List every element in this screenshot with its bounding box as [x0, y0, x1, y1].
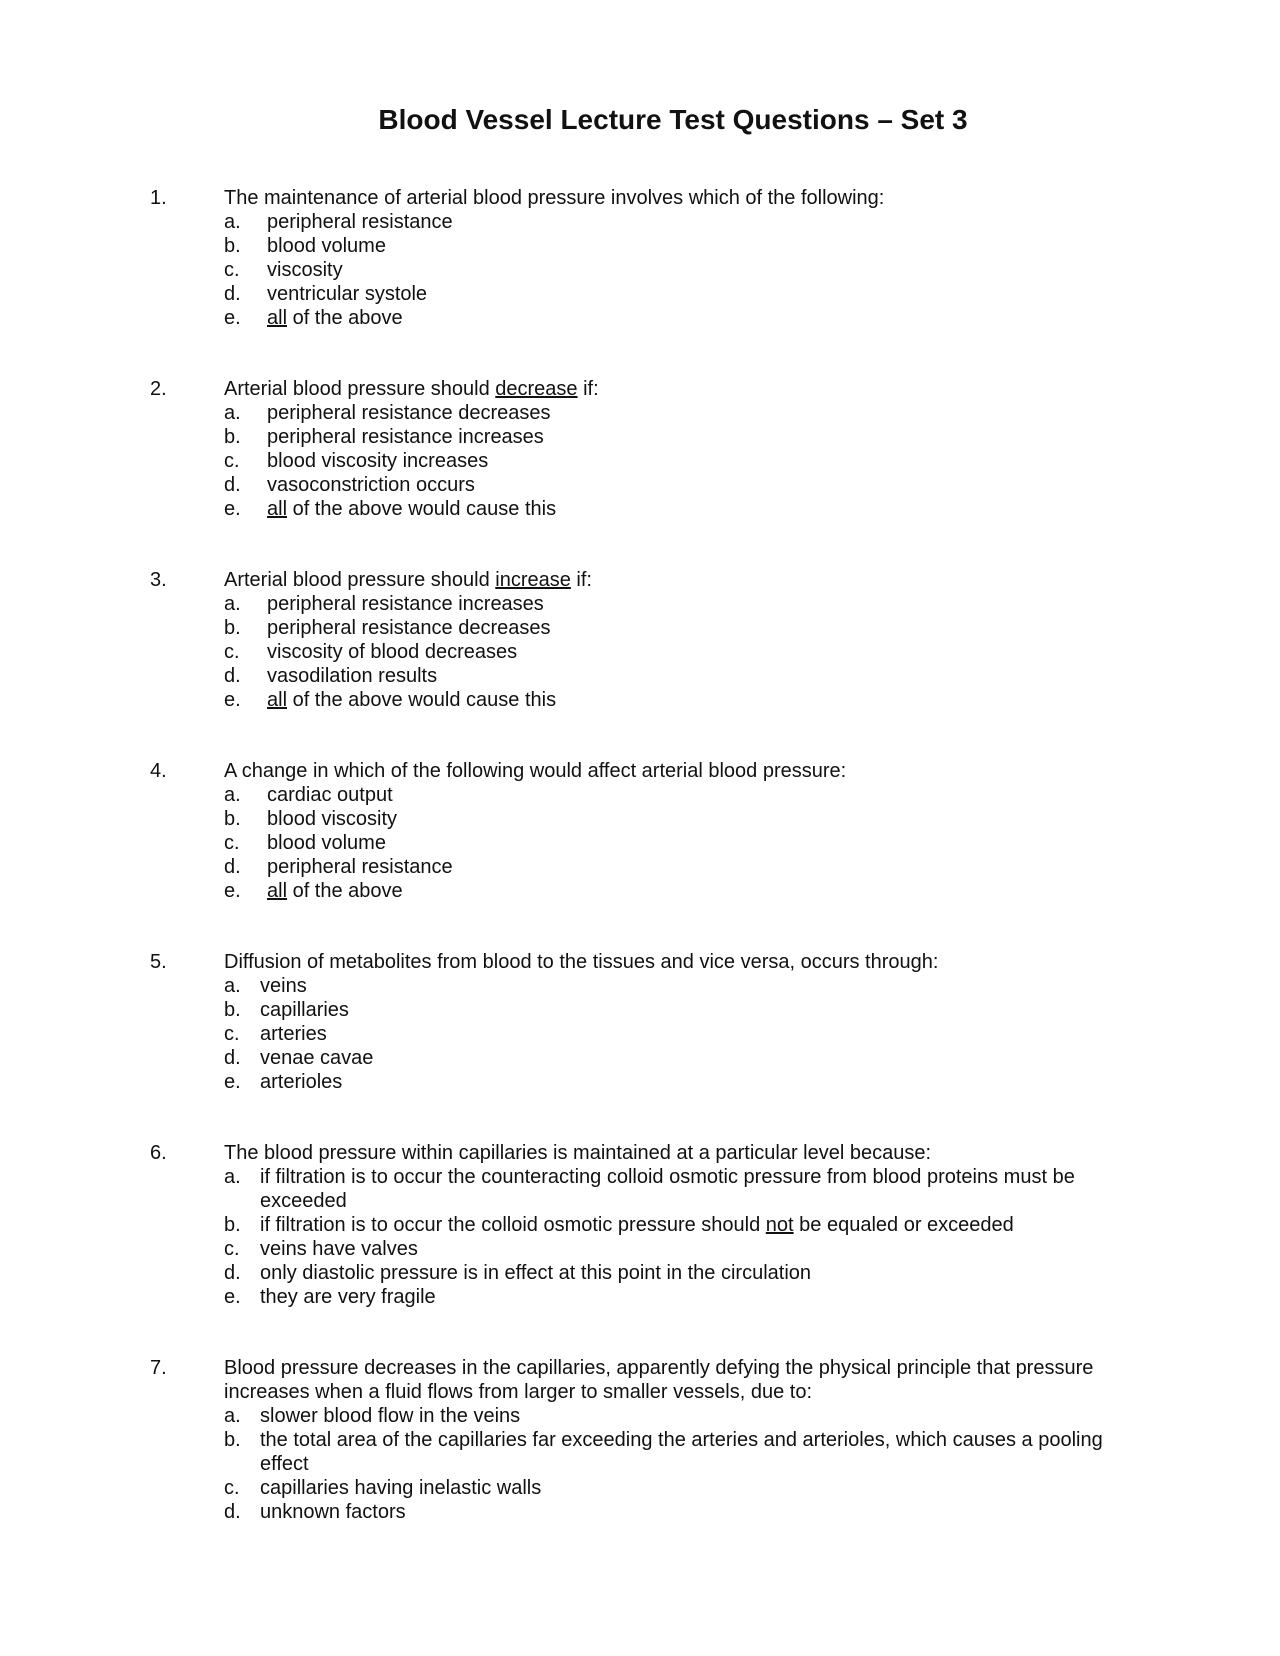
option-letter: c. — [224, 1238, 240, 1260]
option-text: if filtration is to occur the counteracting colloid osmotic pressure from blood proteins must be exceeded — [260, 1166, 1075, 1212]
answer-option — [224, 210, 1124, 234]
option-text: peripheral resistance decreases — [267, 617, 551, 639]
question-1 — [0, 186, 1280, 329]
option-letter: b. — [224, 1214, 241, 1236]
question-stem: A change in which of the following would affect arterial blood pressure: — [224, 760, 847, 782]
answer-option — [224, 1500, 1124, 1524]
answer-option — [224, 664, 1124, 688]
answer-option — [224, 688, 1124, 712]
answer-option — [224, 234, 1124, 258]
emphasis-underline: all — [267, 498, 288, 520]
answer-option — [224, 879, 1124, 903]
document-title: Blood Vessel Lecture Test Questions – Set 3 — [378, 104, 968, 135]
option-text: ventricular systole — [267, 283, 428, 305]
question-number: 5. — [150, 951, 167, 973]
option-letter: b. — [224, 808, 241, 830]
answer-option — [224, 306, 1124, 330]
option-text: vasodilation results — [267, 665, 438, 687]
emphasis-underline: all — [267, 880, 288, 902]
answer-option — [224, 1046, 1124, 1070]
option-text-rest: of the above would cause this — [287, 689, 557, 711]
question-stem: The maintenance of arterial blood pressure involves which of the following: — [224, 187, 885, 209]
option-letter: e. — [224, 880, 241, 902]
option-text: veins — [260, 975, 307, 997]
question-number: 6. — [150, 1142, 167, 1164]
emphasis-underline: all — [267, 689, 288, 711]
option-letter: a. — [224, 975, 241, 997]
answer-option — [224, 616, 1124, 640]
option-letter: d. — [224, 1262, 241, 1284]
question-stem: Diffusion of metabolites from blood to the tissues and vice versa, occurs through: — [224, 951, 939, 973]
answer-options — [0, 210, 1280, 330]
option-letter: c. — [224, 1023, 240, 1045]
option-letter: e. — [224, 307, 241, 329]
option-text: blood viscosity increases — [267, 450, 489, 472]
option-text: unknown factors — [260, 1501, 406, 1523]
option-letter: a. — [224, 1405, 241, 1427]
answer-option — [224, 974, 1124, 998]
option-text: arterioles — [260, 1071, 343, 1093]
emphasis-underline: not — [765, 1214, 794, 1236]
option-letter: b. — [224, 1429, 241, 1451]
answer-option — [224, 1237, 1124, 1261]
question-stem: Blood pressure decreases in the capillaries, apparently defying the physical principle that pressure increases when a fluid flows from larger to smaller vessels, due to: — [224, 1357, 1094, 1403]
answer-option — [224, 449, 1124, 473]
answer-option — [224, 401, 1124, 425]
option-letter: d. — [224, 474, 241, 496]
answer-option — [224, 1476, 1124, 1500]
option-text-rest: be equaled or exceeded — [793, 1214, 1014, 1236]
answer-option — [224, 783, 1124, 807]
question-number: 7. — [150, 1357, 167, 1379]
option-text: slower blood flow in the veins — [260, 1405, 521, 1427]
option-letter: c. — [224, 450, 240, 472]
answer-options — [0, 1404, 1280, 1524]
answer-option — [224, 1285, 1124, 1309]
question-3 — [0, 568, 1280, 711]
option-text: they are very fragile — [260, 1286, 436, 1308]
option-letter: c. — [224, 1477, 240, 1499]
question-number: 1. — [150, 187, 167, 209]
answer-option — [224, 497, 1124, 521]
option-letter: e. — [224, 1286, 241, 1308]
option-text: veins have valves — [260, 1238, 418, 1260]
answer-options — [0, 401, 1280, 521]
option-text: peripheral resistance increases — [267, 593, 544, 615]
option-text: vasoconstriction occurs — [267, 474, 475, 496]
option-letter: d. — [224, 1501, 241, 1523]
option-text: peripheral resistance increases — [267, 426, 544, 448]
option-letter: e. — [224, 1071, 241, 1093]
answer-options — [0, 974, 1280, 1094]
option-letter: e. — [224, 689, 241, 711]
answer-option — [224, 831, 1124, 855]
option-text-rest: of the above would cause this — [287, 498, 557, 520]
emphasis-underline: all — [267, 307, 288, 329]
option-text: viscosity — [267, 259, 343, 281]
option-letter: a. — [224, 593, 241, 615]
answer-option — [224, 592, 1124, 616]
option-letter: b. — [224, 999, 241, 1021]
option-text: peripheral resistance — [267, 211, 453, 233]
option-letter: c. — [224, 259, 240, 281]
answer-option — [224, 1165, 1124, 1213]
question-stem — [224, 377, 1124, 401]
emphasis-underline: increase — [495, 569, 571, 591]
question-4 — [0, 759, 1280, 902]
stem-text: Arterial blood pressure should — [224, 569, 496, 591]
answer-option — [224, 1070, 1124, 1094]
answer-option — [224, 1404, 1124, 1428]
answer-option — [224, 258, 1124, 282]
option-letter: d. — [224, 1047, 241, 1069]
option-letter: c. — [224, 832, 240, 854]
answer-option — [224, 473, 1124, 497]
question-5 — [0, 950, 1280, 1093]
option-letter: b. — [224, 235, 241, 257]
option-text — [267, 306, 1124, 330]
option-letter: a. — [224, 1166, 241, 1188]
option-text-rest: of the above — [287, 880, 403, 902]
option-letter: b. — [224, 426, 241, 448]
option-letter: d. — [224, 283, 241, 305]
question-stem — [224, 568, 1124, 592]
question-number: 4. — [150, 760, 167, 782]
stem-text: Arterial blood pressure should — [224, 378, 496, 400]
stem-text: if: — [577, 378, 599, 400]
answer-option — [224, 282, 1124, 306]
option-letter: d. — [224, 665, 241, 687]
answer-option — [224, 807, 1124, 831]
option-text: blood volume — [267, 235, 386, 257]
answer-option — [224, 855, 1124, 879]
option-text: the total area of the capillaries far exceeding the arteries and arterioles, which causes a pooling effect — [260, 1429, 1103, 1475]
option-letter: e. — [224, 498, 241, 520]
option-text: blood viscosity — [267, 808, 398, 830]
question-number: 2. — [150, 378, 167, 400]
option-text: blood volume — [267, 832, 386, 854]
question-6 — [0, 1141, 1280, 1308]
answer-options — [0, 1165, 1280, 1309]
stem-text: if: — [570, 569, 592, 591]
question-7 — [0, 1356, 1280, 1523]
emphasis-underline: decrease — [495, 378, 578, 400]
question-stem: The blood pressure within capillaries is maintained at a particular level because: — [224, 1142, 932, 1164]
option-letter: a. — [224, 402, 241, 424]
answer-option — [224, 640, 1124, 664]
option-letter: c. — [224, 641, 240, 663]
option-text: cardiac output — [267, 784, 393, 806]
question-number: 3. — [150, 569, 167, 591]
option-text-rest: of the above — [287, 307, 403, 329]
option-text — [267, 497, 1124, 521]
option-letter: a. — [224, 784, 241, 806]
option-letter: b. — [224, 617, 241, 639]
answer-option — [224, 1428, 1124, 1476]
option-letter: a. — [224, 211, 241, 233]
option-text: capillaries having inelastic walls — [260, 1477, 542, 1499]
option-text: only diastolic pressure is in effect at this point in the circulation — [260, 1262, 812, 1284]
option-text: peripheral resistance decreases — [267, 402, 551, 424]
answer-options — [0, 592, 1280, 712]
answer-option — [224, 998, 1124, 1022]
option-text: peripheral resistance — [267, 856, 453, 878]
answer-options — [0, 783, 1280, 903]
option-text-start: if filtration is to occur the colloid osmotic pressure should — [260, 1214, 766, 1236]
option-text: viscosity of blood decreases — [267, 641, 518, 663]
option-text: capillaries — [260, 999, 349, 1021]
option-letter: d. — [224, 856, 241, 878]
answer-option — [224, 1261, 1124, 1285]
answer-option — [224, 425, 1124, 449]
option-text — [267, 879, 1124, 903]
question-2 — [0, 377, 1280, 520]
answer-option — [224, 1213, 1124, 1237]
option-text — [260, 1213, 1124, 1237]
answer-option — [224, 1022, 1124, 1046]
option-text — [267, 688, 1124, 712]
option-text: arteries — [260, 1023, 327, 1045]
option-text: venae cavae — [260, 1047, 374, 1069]
